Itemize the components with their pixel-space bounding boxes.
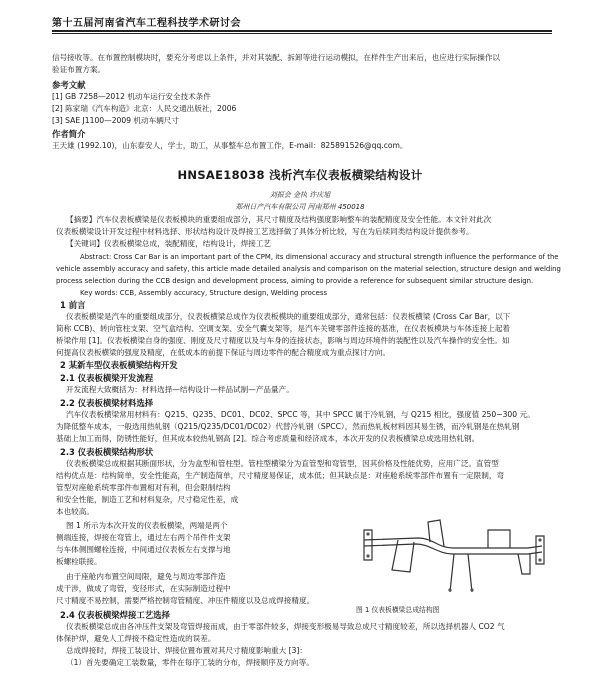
section-2-2-heading: 2.2 仪表板横梁材料选择 — [60, 398, 154, 408]
figure-bar-lower-tube — [364, 544, 542, 554]
header-rule — [52, 30, 552, 32]
body-line: 图 1 所示为本次开发的仪表板横梁，两端是两个 — [66, 521, 228, 530]
body-line: 仪表板横梁总成根据其断面形状，分为盒型和管柱型。管柱型横梁分为直管型和弯管型，因其价格及性能优势，应用广泛。直管型 — [66, 459, 499, 468]
cross-car-bar-figure — [358, 508, 548, 598]
article-affiliation: 郑州日产汽车有限公司 河南郑州 450018 — [235, 203, 365, 211]
figure-caption: 图 1 仪表板横梁总成结构图 — [356, 606, 440, 614]
figure-bar-main-tube — [364, 538, 542, 548]
abstract-en-line: process selection during the CCB design and development process, aiming to provide a reference for subsequent similar structure design. — [56, 277, 534, 285]
abstract-en-line: vehicle assembly accuracy and safety, this article made detailed analysis and comparison on the material selection, structure design and welding — [56, 265, 561, 273]
body-line: 简称 CCB)、转向管柱支架、空气盒结构、空调支架、安全气囊支架等，是汽车关键零部件连接的基准，在仪表板模块与车体连接上起着 — [56, 324, 511, 333]
body-line: 体保护焊，避免人工焊接不稳定性造成的误差。 — [56, 634, 216, 643]
body-line: 为降低整车成本，一般选用热轧钢（Q215/Q235/DC01/DC02）代替冷轧钢（SPCC），然而热轧板材料因其易生锈，而冷轧钢是在热轧钢 — [56, 422, 520, 431]
body-line: 仪表板横梁总成由各冲压件支架及弯管焊接而成，由于零部件较多，焊接变形极易导致总成尺寸精度较差，所以选择机器人 CO2 气 — [66, 622, 505, 631]
body-line: 桥梁作用 [1]。仪表板横梁自身的强度、刚度及尺寸精度以及与车身的连接状态，影响与周边环境件的装配性以及汽车操作的安全性。如 — [56, 336, 510, 345]
body-line: 与车体侧围螺栓连接，中间通过仪表板左右支撑与地 — [56, 545, 231, 554]
author-intro-heading: 作者简介 — [52, 129, 86, 139]
body-line: 总成焊接时，焊接工装设计、焊接位置布置对其尺寸精度影响重大 [3]： — [66, 646, 307, 655]
reference-item: [2] 陈家瑞《汽车构造》北京：人民交通出版社，2006 — [52, 104, 237, 113]
body-line: 由于座舱内布置空间局限，避免与周边零部件造 — [66, 572, 226, 581]
body-line: 尺寸精度不易控制，需要严格控制弯管精度、冲压件精度以及总成焊接精度。 — [56, 596, 315, 605]
body-line: 侧端连接，焊接在弯管上，通过左右两个吊件件支架 — [56, 533, 231, 542]
reference-item: [3] SAE J1100—2009 机动车辆尺寸 — [52, 116, 179, 125]
article-authors: 刘振会 金执 许庆旭 — [269, 191, 331, 199]
author-intro-text: 王天雄 (1992.10)，山东泰安人，学士，助工，从事整车总布置工作，E-mail：825891526@qq.com。 — [52, 141, 408, 150]
reference-item: [1] GB 7258—2012 机动车运行安全技术条件 — [52, 92, 211, 101]
section-2-1-heading: 2.1 仪表板横梁开发流程 — [60, 373, 154, 383]
references-heading: 参考文献 — [52, 80, 86, 90]
article-title: HNSAE18038 浅析汽车仪表板横梁结构设计 — [177, 168, 423, 182]
keywords-en: Key words: CCB, Assembly accuracy, Structure design, Welding process — [80, 289, 328, 297]
figure-hvac-bracket — [428, 520, 444, 546]
abstract-cn-line: 仪表板横梁设计开发过程中材料选择、形状结构设计及焊接工艺选择做了具体分析比较，写在为后续同类结构设计提供参考。 — [56, 227, 474, 236]
body-line: 管型对座舱系统零部件布置相对有利，但会限制结构 — [56, 483, 231, 492]
continued-text-line: 信号接收等。在布置控制模块时，要充分考虑以上条件，并对其装配、拆卸等进行运动模拟，在样件生产出来后，也应进行实际操作以 — [52, 53, 501, 62]
continued-text-line: 验证布置方案。 — [52, 65, 106, 74]
figure-airbag-bracket — [488, 530, 510, 548]
body-line: 结构优点是：结构简单，安全性能高，生产制造简单，尺寸精度易保证，成本低；但其缺点是：对座舱系统零部件布置有一定限制，弯 — [56, 471, 505, 480]
section-2-heading: 2 某新车型仪表板横梁结构开发 — [60, 360, 178, 370]
figure-small-bracket — [518, 554, 530, 574]
body-line: 和安全性能，制造工艺和材料复杂，尺寸稳定性差，成 — [56, 495, 239, 504]
keywords-cn: 【关键词】仪表板横梁总成，装配精度，结构设计，焊接工艺 — [66, 239, 272, 248]
body-line: 开发流程大致概括为：材料选择—结构设计—样品试制—产品量产。 — [66, 385, 294, 394]
header-rule-thin — [52, 33, 552, 34]
body-line: 汽车仪表板横梁常用材料有：Q215、Q235、DC01、DC02、SPCC 等，其中 SPCC 属于冷轧钢，与 Q215 相比，强度值 250~300 元。 — [66, 410, 535, 419]
section-2-3-heading: 2.3 仪表板横梁结构形状 — [60, 447, 154, 457]
figure-center-brace — [450, 554, 472, 592]
body-line: 何提高仪表板横梁的强度及精度，在低成本的前提下保证与周边零件的配合精度成为重点探讨方向。 — [56, 348, 391, 357]
body-line: 板螺栓联接。 — [56, 557, 102, 566]
section-2-4-heading: 2.4 仪表板横梁焊接工艺选择 — [60, 610, 170, 620]
abstract-en-line: Abstract: Cross Car Bar is an important part of the CPM, its dimensional accuracy and structural strength influence the performance of the — [80, 253, 559, 261]
body-line: 基础上加工而得，防锈性能好，但其成本较热轧钢高 [2]。综合考虑质量和经济成本，本次开发的仪表板横梁总成选用热轧钢。 — [56, 434, 480, 443]
body-line: 本也较高。 — [56, 507, 94, 516]
conference-header: 第十五届河南省汽车工程科技学术研讨会 — [52, 18, 241, 29]
section-1-heading: 1 前言 — [60, 300, 86, 310]
body-line: 仪表板横梁是汽车的重要组成部分，仪表板横梁总成作为仪表板模块的重要组成部分，通常包括：仪表板横梁 (Cross Car Bar，以下 — [66, 312, 511, 321]
body-line: 成干涉，做成了弯管，变径形式，在实际制造过程中 — [56, 584, 231, 593]
abstract-cn-line: 【摘要】汽车仪表板横梁是仪表板模块的重要组成部分，其尺寸精度及结构强度影响整车的装配精度及安全性能。本文针对此次 — [66, 215, 492, 224]
body-line: （1）首先要确定工装数量，零件在每序工装的分布，焊接顺序及方向等。 — [66, 658, 314, 667]
